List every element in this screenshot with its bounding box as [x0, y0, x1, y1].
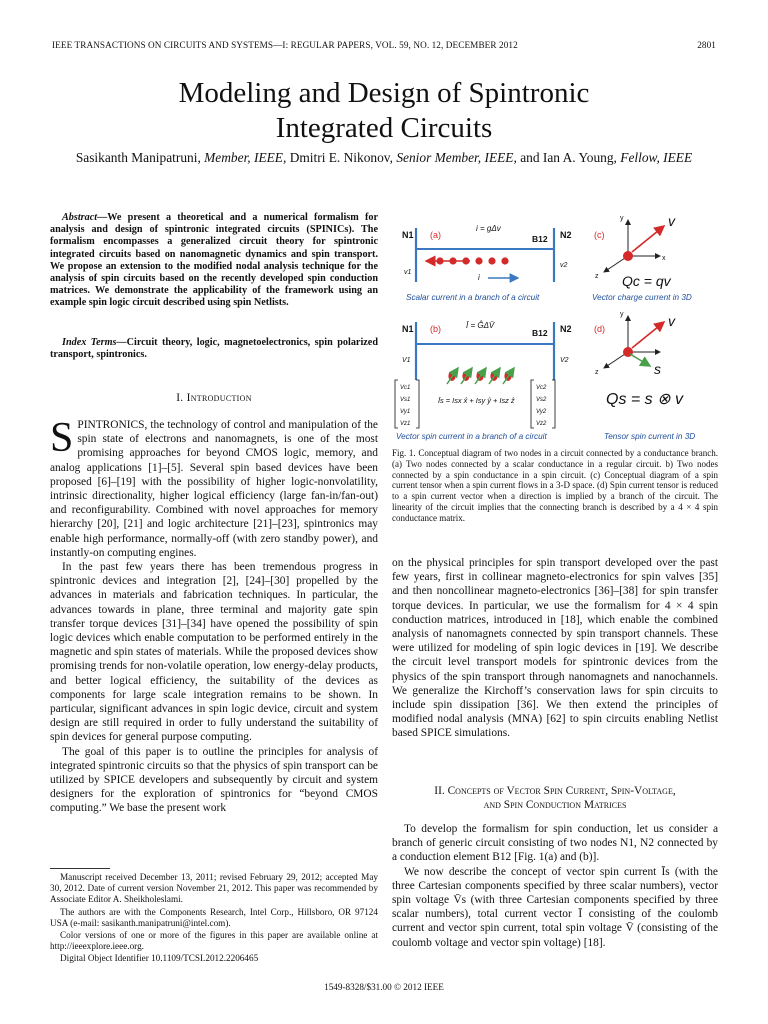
index-terms-lead: Index Terms—	[62, 337, 127, 348]
current-i-label: i	[478, 273, 480, 282]
section-1-heading: I. Introduction	[176, 392, 252, 404]
vec-right-3: Vz2	[536, 421, 547, 427]
vec-v-label-c: v	[668, 213, 675, 229]
caption-d: Tensor spin current in 3D	[604, 432, 696, 441]
node-n2-label-b: N2	[560, 324, 572, 334]
caption-a: Scalar current in a branch of a circuit	[406, 293, 540, 302]
page-number: 2801	[697, 40, 716, 50]
panel-b-label: (b)	[430, 324, 441, 334]
section-1-body	[50, 415, 378, 816]
author-3-name: and Ian A. Young,	[520, 150, 617, 165]
V2-label: V2	[560, 357, 569, 364]
panel-d	[594, 311, 695, 441]
v2-label: v2	[560, 262, 568, 269]
author-3-role: Fellow, IEEE	[620, 150, 693, 165]
vector-right	[531, 380, 555, 428]
intro-p1-text: PINTRONICS, the technology of control and manipulation of the spin state of electrons and nanomagnets, is one of the most promising approaches for beyond CMOS logic, memory, and analog applications [1]–[5]. Several spin based devices have been proposed [6]–[19] with the possibility of higher logic-nonvolatility, intrinsic directionality, higher logical efficiency (large fan-in/fan-out) and reconfigurability. Combined with novel approaches for memory hierarchy [20], [21] and logic architecture [21]–[23], spintronics may enable high performance, normally-off (with zero standby power), and instantly-on computing engines.	[50, 419, 378, 559]
author-list	[0, 150, 768, 166]
footnote-color: Color versions of one or more of the figures in this paper are available online at http://ieeexplore.ieee.org.	[50, 930, 378, 952]
charge-particle	[623, 251, 633, 261]
panel-c	[592, 213, 692, 302]
title-line-1: Modeling and Design of Spintronic	[178, 77, 590, 109]
vec-left-3: Vz1	[400, 421, 411, 427]
node-b12-label-b: B12	[532, 328, 548, 338]
author-2-role: Senior Member, IEEE,	[396, 150, 517, 165]
vec-right-0: Vc2	[536, 385, 547, 391]
abstract-lead: Abstract—	[62, 212, 108, 223]
node-n2-label-a: N2	[560, 230, 572, 240]
title-line-2: Integrated Circuits	[275, 112, 493, 144]
footnote-doi: Digital Object Identifier 10.1109/TCSI.2012.2206465	[60, 953, 259, 964]
axis-z-d: z	[595, 369, 599, 376]
caption-c: Vector charge current in 3D	[592, 293, 692, 302]
author-1-name: Sasikanth Manipatruni,	[75, 150, 201, 165]
spin-magnets	[447, 368, 514, 384]
node-b12-label-a: B12	[532, 234, 548, 244]
footnote-rule	[50, 868, 110, 869]
equation-c: Qc = qv	[622, 273, 671, 289]
section-2-heading	[392, 784, 718, 812]
vector-left	[395, 380, 419, 428]
axis-z-c: z	[595, 273, 599, 280]
spin-current-equation: Īs = Isx x̂ + Isy ŷ + Isz ẑ	[438, 396, 515, 405]
vec-left-0: Vc1	[400, 385, 411, 391]
figure-1-diagram	[392, 204, 718, 448]
abstract	[50, 212, 378, 310]
axis-y-c: y	[620, 215, 624, 222]
footnote-affiliation: The authors are with the Components Research, Intel Corp., Hillsboro, OR 97124 USA (e-mail: sasikanth.manipatruni@intel.com).	[50, 906, 378, 928]
equation-b: Ī = ĜΔV̄	[466, 321, 495, 330]
equation-a: i = gΔv	[476, 224, 501, 233]
footnotes	[50, 872, 378, 966]
panel-a-label: (a)	[430, 230, 441, 240]
axis-y-d: y	[620, 311, 624, 318]
author-2-name: Dmitri E. Nikonov,	[289, 150, 393, 165]
section-2-heading-line-2: and Spin Conduction Matrices	[483, 799, 627, 811]
copyright-line: 1549-8328/$31.00 © 2012 IEEE	[324, 982, 444, 992]
journal-name: IEEE TRANSACTIONS ON CIRCUITS AND SYSTEMS—I: REGULAR PAPERS, VOL. 59, NO. 12, DECEMBER 2012	[52, 40, 518, 50]
section-2-heading-line-1: II. Concepts of Vector Spin Current, Spin-Voltage,	[434, 785, 676, 797]
abstract-text: We present a theoretical and a numerical formalism for analysis and design of spintronic integrated circuits (SPINICs). The formalism encompasses a generalized circuit theory for spintronic integrated circuits based on nanomagnetic dynamics and spin transport. We propose an extension to the modified nodal analysis technique for the analysis of spin circuits based on the recently developed spin conduction matrices. We demonstrate the applicability of the framework using an example spin logic circuit described using spin Netlists.	[50, 212, 378, 309]
panel-a	[402, 224, 572, 302]
drop-cap: S	[50, 415, 74, 461]
vec-v-label-d: v	[668, 313, 675, 329]
index-terms-text: Circuit theory, logic, magnetoelectronics, spin polarized transport, spintronics.	[50, 337, 378, 361]
figure-1	[392, 204, 718, 448]
caption-b: Vector spin current in a branch of a circuit	[396, 432, 547, 441]
vec-right-1: Vs2	[536, 397, 547, 403]
vec-left-1: Vs1	[400, 397, 411, 403]
intro-paragraph-4: on the physical principles for spin transport developed over the past few years, first in collinear magneto-electronics for spin valves [35] and then noncollinear magneto-electronics [36]–[38] for spin transfer torque devices. In particular, we use the formalism for 4 × 4 spin conduction matrices, introduced in [18], which enable the combined analysis of nanomagnets connected by spin transport channels. These were utilized for modeling of spin logic devices in [19]. We describe the circuit level transport models for spintronic devices from the physics of the spin transport through nanomagnets and nanochannels. We generalize the Kirchoff’s conservation laws for spin circuits to include spin dissipation [36]. We then extend the principles of modified nodal analysis (MNA) [62] to spin circuits enabling Netlist based SPICE simulations.	[392, 557, 718, 740]
section-2-paragraph-2: We now describe the concept of vector spin current Īs (with the three Cartesian components specified by three scalar numbers), vector spin voltage V̄s (with three Cartesian components specified by three scalar numbers), total current vector Ī consisting of the coulomb current and vector spin current, total spin voltage V̄ (consisting of the coulomb voltage and vector spin voltage) [18].	[392, 865, 718, 949]
velocity-arrow-c	[632, 226, 664, 252]
panel-b	[395, 321, 572, 441]
index-terms	[50, 337, 378, 361]
section-2-paragraph-1: To develop the formalism for spin conduction, let us consider a branch of generic circuit consisting of two nodes N1, N2 connected by a conduction element B12 [Fig. 1(a) and (b)].	[392, 823, 718, 864]
panel-c-label: (c)	[594, 230, 605, 240]
spin-arrow-d	[630, 354, 650, 366]
running-header	[52, 40, 716, 50]
intro-paragraph-2: In the past few years there has been tremendous progress in spintronic devices and integration [2], [24]–[30] propelled by the advances in materials and fabrication techniques. In particular, the advances towards in plane, three terminal and majority gate spin transfer torque devices [31]–[34] have opened the possibility of spin logic devices which enable computation to be performed entirely in the magnetic and spin states of materials. While the proposed devices show promising trends for non-volatile operation, low energy-delay products, and better logical efficiency, the suitability of the devices as components for large scale integration remains to be shown. In particular, significant advances in spin logic device, circuit and system design are still required in order to fully understand the suitability of spin devices for general purpose computing.	[50, 561, 378, 744]
author-1-role: Member, IEEE,	[204, 150, 287, 165]
velocity-arrow-d	[632, 322, 664, 348]
section-2-body	[392, 822, 718, 950]
intro-paragraph-1	[50, 415, 378, 560]
figure-1-caption: Fig. 1. Conceptual diagram of two nodes in a circuit connected by a conductance branch. (a) Two nodes connected by a scalar conductance in a regular circuit. b) Two nodes connected by a spin conductance in a spin circuit. (c) Conceptual diagram of a spin current tensor when a spin current flows in a 3-D space. (d) Spin current tensor is reduced to a spin current vector when a direction is implied by a branch of the circuit. The linearity of the circuit implies that the connecting branch is described by a 4 × 4 spin conductance matrix.	[392, 448, 718, 523]
axis-x-c: x	[662, 255, 666, 262]
panel-d-label: (d)	[594, 324, 605, 334]
node-n1-label-a: N1	[402, 230, 414, 240]
equation-d: Qs = s ⊗ v	[606, 391, 683, 408]
vec-s-label-d: s	[654, 361, 661, 377]
vec-right-2: Vy2	[536, 409, 547, 415]
paper-title	[0, 76, 768, 146]
intro-paragraph-3: The goal of this paper is to outline the principles for analysis of integrated spintronic circuits so that the physics of spin transport can be utilized by SPICE developers and subsequently by circuit and system designers for the exploration of spintronics for “beyond CMOS computing.” We base the present work	[50, 745, 378, 815]
v1-label: v1	[404, 269, 412, 276]
node-n1-label-b: N1	[402, 324, 414, 334]
vec-left-2: Vy1	[400, 409, 411, 415]
footnote-received: Manuscript received December 13, 2011; revised February 29, 2012; accepted May 30, 2012. Date of current version November 21, 2012. This paper was recommended by Associate Editor A. Sheikholeslami.	[50, 872, 378, 905]
V1-label: V1	[402, 357, 411, 364]
